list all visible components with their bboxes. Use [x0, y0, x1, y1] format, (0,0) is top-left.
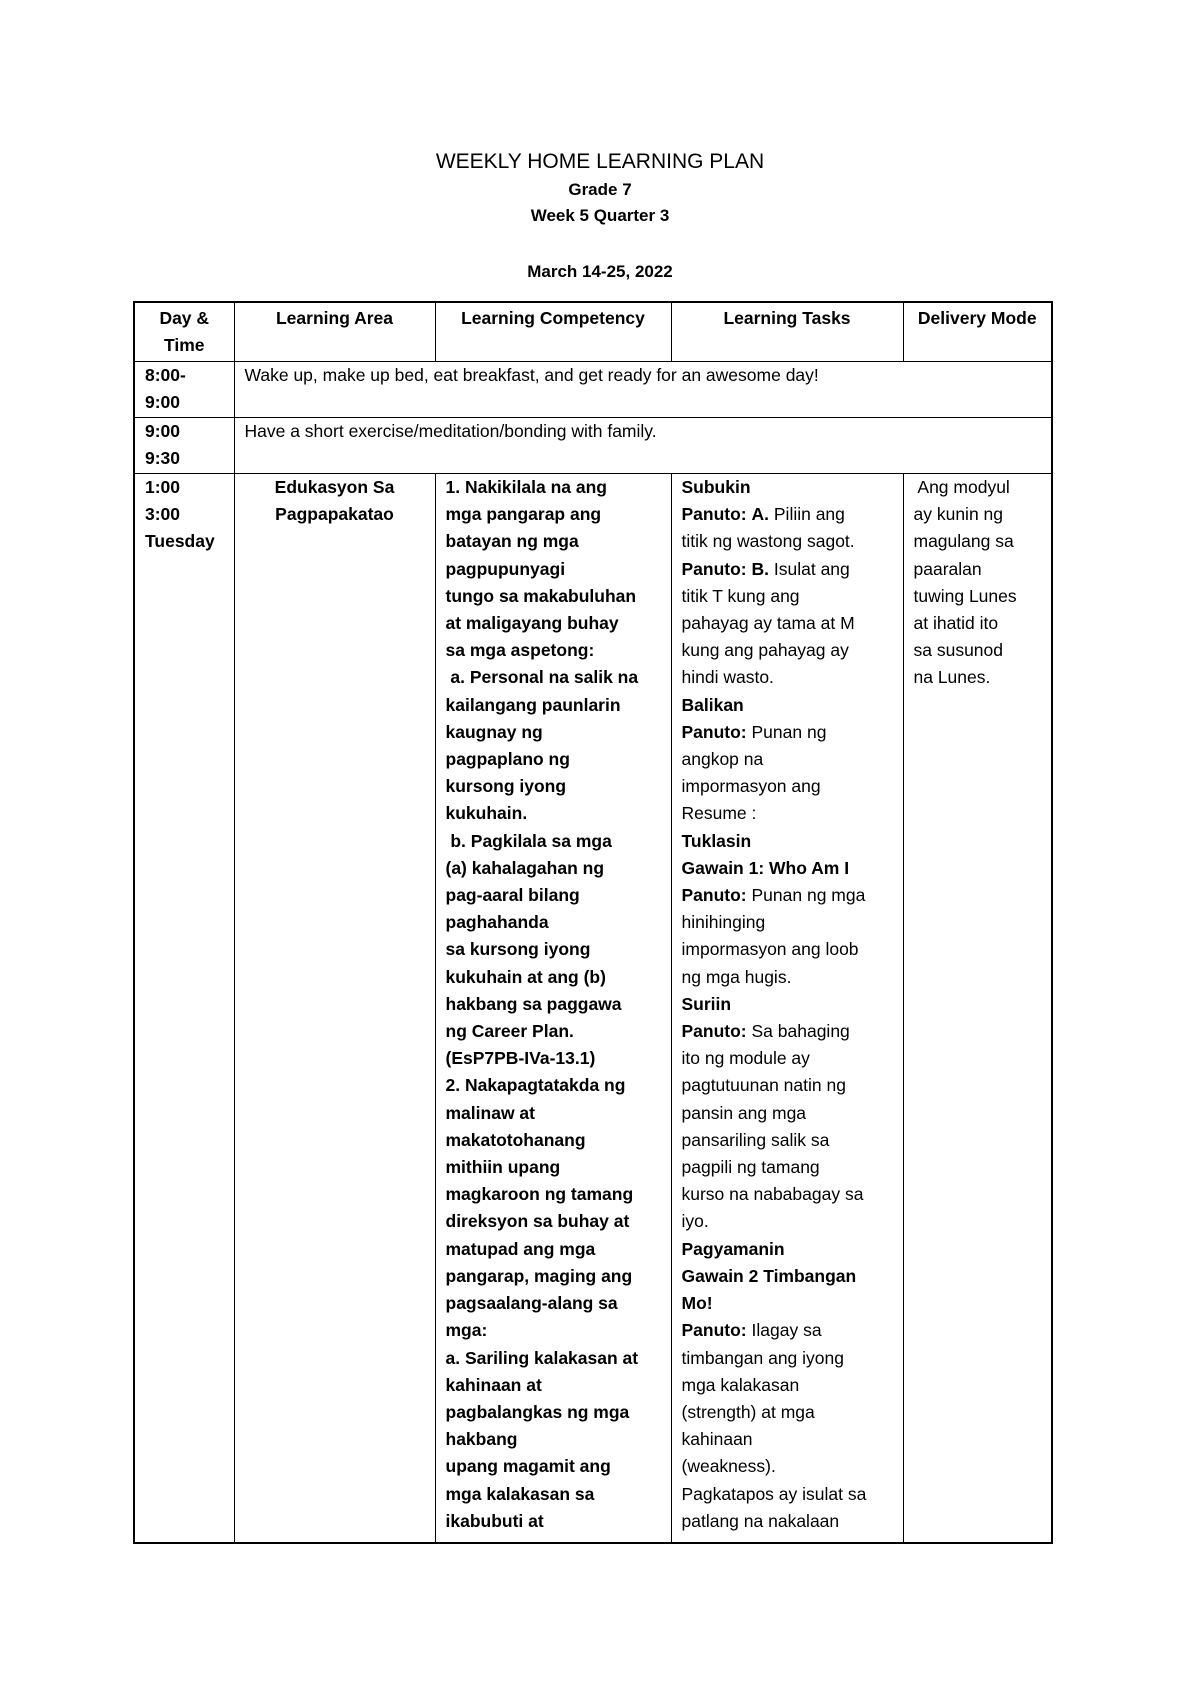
learning-tasks-cell	[671, 474, 903, 1544]
time-line: 9:00	[145, 421, 181, 441]
delivery-line: na Lunes.	[913, 667, 991, 688]
panuto-label: Panuto:	[681, 721, 747, 742]
activity-heading: Mo!	[681, 1293, 713, 1314]
task-text: ito ng module ay	[681, 1048, 810, 1069]
competency-line: mga kalakasan sa	[445, 1483, 595, 1504]
delivery-line: at ihatid ito	[913, 613, 999, 634]
panuto-label: Panuto:	[681, 1320, 747, 1341]
task-text: pagpili ng tamang	[681, 1157, 820, 1178]
competency-line: at maligayang buhay	[445, 613, 619, 634]
time-cell	[134, 362, 234, 418]
section-heading: Balikan	[681, 694, 744, 715]
competency-line: a. Personal na salik na	[445, 667, 639, 688]
competency-line: magkaroon ng tamang	[445, 1184, 634, 1205]
competency-line: pagbalangkas ng mga	[445, 1401, 630, 1422]
panuto-label: Panuto:	[681, 885, 747, 906]
learning-area-line: Pagpapakatao	[275, 504, 394, 525]
competency-line: pagpaplano ng	[445, 749, 570, 770]
time-line: 9:30	[145, 448, 181, 469]
task-text: Isulat ang	[769, 558, 850, 579]
delivery-mode-cell	[903, 474, 1052, 1544]
delivery-line: paaralan	[913, 558, 982, 579]
task-text: (strength) at mga	[681, 1401, 815, 1422]
task-text: mga kalakasan	[681, 1374, 800, 1395]
competency-line: ikabubuti at	[445, 1510, 544, 1531]
competency-line: makatotohanang	[445, 1129, 586, 1150]
competency-line: 2. Nakapagtatakda ng	[445, 1075, 626, 1096]
task-text: Punan ng	[746, 721, 827, 742]
task-text: kung ang pahayag ay	[681, 640, 849, 661]
competency-line: sa kursong iyong	[445, 939, 591, 960]
activity-cell: Have a short exercise/meditation/bonding with family.	[234, 418, 1052, 474]
task-text: Punan ng mga	[746, 885, 866, 906]
competency-line: pangarap, maging ang	[445, 1265, 633, 1286]
activity-heading: Gawain 2 Timbangan	[681, 1265, 857, 1286]
panuto-label: Panuto:	[681, 504, 747, 525]
task-item-letter: B.	[751, 558, 770, 579]
competency-line: kahinaan at	[445, 1374, 542, 1395]
delivery-line: tuwing Lunes	[913, 585, 1017, 606]
competency-line: a. Sariling kalakasan at	[445, 1347, 639, 1368]
task-text: (weakness).	[681, 1456, 776, 1477]
delivery-line: sa susunod	[913, 640, 1004, 661]
task-text: Pagkatapos ay isulat sa	[681, 1483, 867, 1504]
time-line: 1:00	[145, 477, 181, 497]
competency-line: kursong iyong	[445, 776, 567, 797]
table-header-row	[134, 302, 1052, 362]
competency-line: direksyon sa buhay at	[445, 1211, 630, 1232]
task-text: hinihinging	[681, 912, 766, 933]
day-label: Tuesday	[145, 531, 215, 552]
column-header-learning-area: Learning Area	[234, 302, 435, 362]
section-heading: Suriin	[681, 993, 732, 1014]
task-text: pahayag ay tama at M	[681, 613, 855, 634]
activity-heading: Gawain 1: Who Am I	[681, 857, 850, 878]
task-text: pagtutuunan natin ng	[681, 1075, 846, 1096]
competency-line: malinaw at	[445, 1102, 535, 1123]
delivery-line: Ang modyul	[913, 477, 1010, 497]
task-text: timbangan ang iyong	[681, 1347, 844, 1368]
competency-line: 1. Nakikilala na ang	[445, 477, 607, 497]
task-text: pansariling salik sa	[681, 1129, 830, 1150]
learning-area-line: Edukasyon Sa	[274, 477, 395, 497]
competency-line: matupad ang mga	[445, 1238, 596, 1259]
competency-line: mga pangarap ang	[445, 504, 602, 525]
week-quarter-label: Week 5 Quarter 3	[530, 206, 670, 225]
competency-line: (a) kahalagahan ng	[445, 857, 605, 878]
column-header-day-time: Day & Time	[134, 302, 234, 362]
delivery-line: ay kunin ng	[913, 504, 1004, 525]
time-line: 8:00-	[145, 365, 186, 385]
table-row	[134, 474, 1052, 1544]
time-line: 3:00	[145, 504, 181, 525]
time-cell	[134, 418, 234, 474]
task-item-letter: A.	[751, 504, 770, 525]
time-line: 9:00	[145, 392, 181, 413]
activity-cell: Wake up, make up bed, eat breakfast, and get ready for an awesome day!	[234, 362, 1052, 418]
competency-line: pagsaalang-alang sa	[445, 1293, 618, 1314]
competency-line: paghahanda	[445, 912, 549, 933]
time-cell	[134, 474, 234, 1544]
task-text: angkop na	[681, 749, 764, 770]
competency-line: tungo sa makabuluhan	[445, 585, 637, 606]
delivery-line: magulang sa	[913, 531, 1014, 552]
task-text: titik T kung ang	[681, 585, 800, 606]
task-text: impormasyon ang	[681, 776, 821, 797]
task-text: titik ng wastong sagot.	[681, 531, 855, 552]
task-text: Sa bahaging	[746, 1021, 850, 1042]
competency-line: kaugnay ng	[445, 721, 543, 742]
learning-area-cell	[234, 474, 435, 1544]
column-header-learning-competency: Learning Competency	[435, 302, 671, 362]
competency-line: hakbang sa paggawa	[445, 993, 622, 1014]
task-text: iyo.	[681, 1211, 709, 1232]
competency-line: sa mga aspetong:	[445, 640, 595, 661]
task-text: Resume :	[681, 803, 757, 824]
task-text: kurso na nababagay sa	[681, 1184, 864, 1205]
table-row	[134, 418, 1052, 474]
task-text: patlang na nakalaan	[681, 1510, 840, 1531]
task-text: impormasyon ang loob	[681, 939, 859, 960]
task-text: pansin ang mga	[681, 1102, 807, 1123]
task-text: ng mga hugis.	[681, 966, 792, 987]
column-header-learning-tasks: Learning Tasks	[671, 302, 903, 362]
competency-line: (EsP7PB-IVa-13.1)	[445, 1048, 596, 1069]
competency-line: mga:	[445, 1320, 488, 1341]
competency-line: kukuhain.	[445, 803, 528, 824]
competency-line: hakbang	[445, 1429, 518, 1450]
learning-competency-cell	[435, 474, 671, 1544]
task-text: Ilagay sa	[746, 1320, 822, 1341]
competency-line: pagpupunyagi	[445, 558, 566, 579]
competency-line: kailangang paunlarin	[445, 694, 621, 715]
competency-line: batayan ng mga	[445, 531, 579, 552]
competency-line: pag-aaral bilang	[445, 885, 580, 906]
competency-line: mithiin upang	[445, 1157, 561, 1178]
task-text: Piliin ang	[769, 504, 845, 525]
section-heading: Tuklasin	[681, 830, 752, 851]
grade-label: Grade 7	[568, 180, 632, 199]
document-title: WEEKLY HOME LEARNING PLAN	[435, 150, 765, 173]
task-text: kahinaan	[681, 1429, 753, 1450]
date-range-label: March 14-25, 2022	[527, 262, 673, 281]
competency-line: ng Career Plan.	[445, 1021, 574, 1042]
section-heading: Subukin	[681, 477, 751, 497]
column-header-delivery-mode: Delivery Mode	[903, 302, 1052, 362]
panuto-label: Panuto:	[681, 1021, 747, 1042]
competency-line: kukuhain at ang (b)	[445, 966, 606, 987]
section-heading: Pagyamanin	[681, 1238, 785, 1259]
task-text: hindi wasto.	[681, 667, 774, 688]
panuto-label: Panuto:	[681, 558, 747, 579]
table-row	[134, 362, 1052, 418]
competency-line: upang magamit ang	[445, 1456, 611, 1477]
learning-plan-table	[133, 301, 1053, 1544]
competency-line: b. Pagkilala sa mga	[445, 830, 612, 851]
